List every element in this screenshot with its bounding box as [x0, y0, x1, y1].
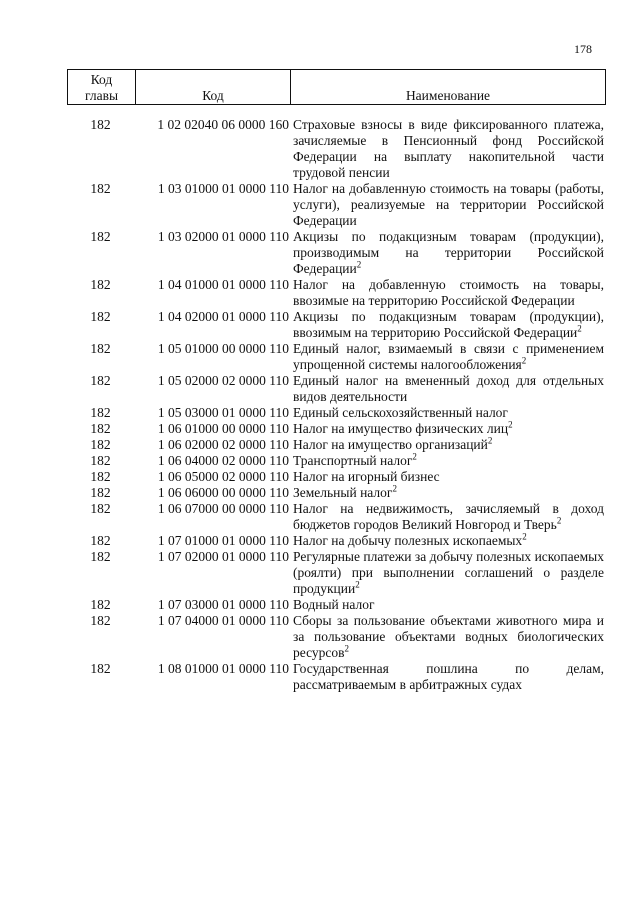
- name-cell: [293, 181, 604, 229]
- table-row: [67, 405, 604, 421]
- name-text: Акцизы по подакцизным товарам (продукции), ввозимым на территорию Российской Федерации: [293, 309, 604, 340]
- footnote-marker: 2: [412, 451, 417, 462]
- budget-code-cell: 1 06 07000 00 0000 110: [157, 501, 289, 516]
- name-text: Налог на игорный бизнес: [293, 469, 440, 484]
- footnote-marker: 2: [521, 355, 527, 366]
- name-cell: [293, 309, 604, 341]
- table-row: [67, 229, 604, 277]
- chapter-code-cell: 182: [90, 373, 111, 388]
- name-text: Налог на недвижимость, зачисляемый в доход бюджетов городов Великий Новгород и Тверь: [293, 501, 604, 532]
- chapter-code-cell: 182: [90, 469, 111, 484]
- budget-code-cell: 1 08 01000 01 0000 110: [157, 661, 289, 676]
- table-row: [67, 597, 604, 613]
- name-text: Страховые взносы в виде фиксированного платежа, зачисляемые в Пенсионный фонд Российской Федерации на выплату накопительной части трудовой пенсии: [293, 117, 604, 180]
- name-text: Налог на добавленную стоимость на товары (работы, услуги), реализуемые на территории Российской Федерации: [293, 181, 604, 228]
- name-text: Государственная пошлина по делам, рассматриваемым в арбитражных судах: [293, 661, 604, 692]
- table-row: [67, 533, 604, 549]
- table-row: [67, 613, 604, 661]
- table-body: [67, 117, 604, 693]
- footnote-marker: 2: [356, 259, 362, 270]
- footnote-marker: 2: [355, 579, 360, 590]
- name-text: Акцизы по подакцизным товарам (продукции), производимым на территории Российской Федерации: [293, 229, 604, 276]
- budget-code-cell: 1 07 02000 01 0000 110: [157, 549, 289, 564]
- chapter-code-cell: 182: [90, 229, 111, 244]
- name-cell: [293, 405, 604, 421]
- table-row: [67, 373, 604, 405]
- table-row: [67, 437, 604, 453]
- chapter-code-cell: 182: [90, 117, 111, 132]
- budget-code-cell: 1 04 02000 01 0000 110: [157, 309, 289, 324]
- name-cell: [293, 469, 604, 485]
- name-text: Налог на имущество организаций: [293, 437, 488, 452]
- budget-code-cell: 1 06 01000 00 0000 110: [157, 421, 289, 436]
- chapter-code-cell: 182: [90, 501, 111, 516]
- budget-code-cell: 1 03 02000 01 0000 110: [157, 229, 289, 244]
- header-chapter-code-line2: главы: [84, 88, 119, 103]
- footnote-marker: 2: [392, 483, 397, 494]
- name-text: Налог на добычу полезных ископаемых: [293, 533, 523, 548]
- chapter-code-cell: 182: [90, 405, 111, 420]
- table-row: [67, 309, 604, 341]
- name-cell: [293, 613, 604, 661]
- chapter-code-cell: 182: [90, 277, 111, 292]
- budget-code-cell: 1 07 04000 01 0000 110: [157, 613, 289, 628]
- name-cell: [293, 229, 604, 277]
- chapter-code-cell: 182: [90, 613, 111, 628]
- budget-code-cell: 1 07 01000 01 0000 110: [157, 533, 289, 548]
- name-cell: [293, 501, 604, 533]
- table-row: [67, 661, 604, 693]
- chapter-code-cell: 182: [90, 181, 111, 196]
- name-cell: [293, 597, 604, 613]
- page-number: 178: [574, 42, 592, 56]
- table-row: [67, 549, 604, 597]
- name-text: Единый налог на вмененный доход для отдельных видов деятельности: [293, 373, 604, 404]
- name-cell: [293, 549, 604, 597]
- table-row: [67, 469, 604, 485]
- table-row: [67, 501, 604, 533]
- table-row: [67, 421, 604, 437]
- chapter-code-cell: 182: [90, 485, 111, 500]
- name-cell: [293, 341, 604, 373]
- chapter-code-cell: 182: [90, 661, 111, 676]
- table-row: [67, 453, 604, 469]
- table-row: [67, 485, 604, 501]
- name-text: Налог на добавленную стоимость на товары, ввозимые на территорию Российской Федерации: [293, 277, 604, 308]
- chapter-code-cell: 182: [90, 533, 111, 548]
- chapter-code-cell: 182: [90, 453, 111, 468]
- budget-code-cell: 1 06 06000 00 0000 110: [157, 485, 289, 500]
- name-cell: [293, 277, 604, 309]
- name-text: Водный налог: [293, 597, 375, 612]
- footnote-marker: 2: [344, 643, 350, 654]
- name-cell: [293, 117, 604, 181]
- budget-code-cell: 1 04 01000 01 0000 110: [157, 277, 289, 292]
- budget-code-cell: 1 06 04000 02 0000 110: [157, 453, 289, 468]
- name-text: Налог на имущество физических лиц: [293, 421, 509, 436]
- header-chapter-code-line1: Код: [90, 72, 113, 87]
- chapter-code-cell: 182: [90, 341, 111, 356]
- name-text: Единый налог, взимаемый в связи с применением упрощенной системы налогообложения: [293, 341, 604, 372]
- chapter-code-cell: 182: [90, 437, 111, 452]
- chapter-code-cell: 182: [90, 309, 111, 324]
- budget-code-cell: 1 03 01000 01 0000 110: [157, 181, 289, 196]
- header-name: Наименование: [291, 70, 606, 105]
- budget-code-cell: 1 06 05000 02 0000 110: [157, 469, 289, 484]
- name-cell: [293, 533, 604, 549]
- table-row: [67, 277, 604, 309]
- budget-code-cell: 1 07 03000 01 0000 110: [157, 597, 289, 612]
- name-text: Сборы за пользование объектами животного мира и за пользование объектами водных биологических ресурсов: [293, 613, 604, 660]
- name-cell: [293, 485, 604, 501]
- name-text: Регулярные платежи за добычу полезных ископаемых (роялти) при выполнении соглашений о разделе продукции: [293, 549, 604, 596]
- table-row: [67, 341, 604, 373]
- footnote-marker: 2: [577, 323, 582, 334]
- chapter-code-cell: 182: [90, 421, 111, 436]
- budget-code-cell: 1 05 01000 00 0000 110: [157, 341, 289, 356]
- header-code: Код: [136, 70, 291, 105]
- footnote-marker: 2: [508, 419, 513, 430]
- name-cell: [293, 453, 604, 469]
- header-chapter-code: [68, 70, 136, 105]
- budget-code-cell: 1 05 03000 01 0000 110: [157, 405, 289, 420]
- footnote-marker: 2: [556, 515, 562, 526]
- table-header: [67, 69, 606, 105]
- budget-code-cell: 1 02 02040 06 0000 160: [157, 117, 289, 132]
- table-row: [67, 181, 604, 229]
- name-text: Единый сельскохозяйственный налог: [293, 405, 508, 420]
- name-cell: [293, 437, 604, 453]
- name-text: Земельный налог: [293, 485, 393, 500]
- budget-code-cell: 1 06 02000 02 0000 110: [157, 437, 289, 452]
- footnote-marker: 2: [522, 531, 527, 542]
- name-text: Транспортный налог: [293, 453, 413, 468]
- table-row: [67, 117, 604, 181]
- chapter-code-cell: 182: [90, 597, 111, 612]
- budget-code-cell: 1 05 02000 02 0000 110: [157, 373, 289, 388]
- footnote-marker: 2: [487, 435, 493, 446]
- name-cell: [293, 373, 604, 405]
- name-cell: [293, 421, 604, 437]
- chapter-code-cell: 182: [90, 549, 111, 564]
- name-cell: [293, 661, 604, 693]
